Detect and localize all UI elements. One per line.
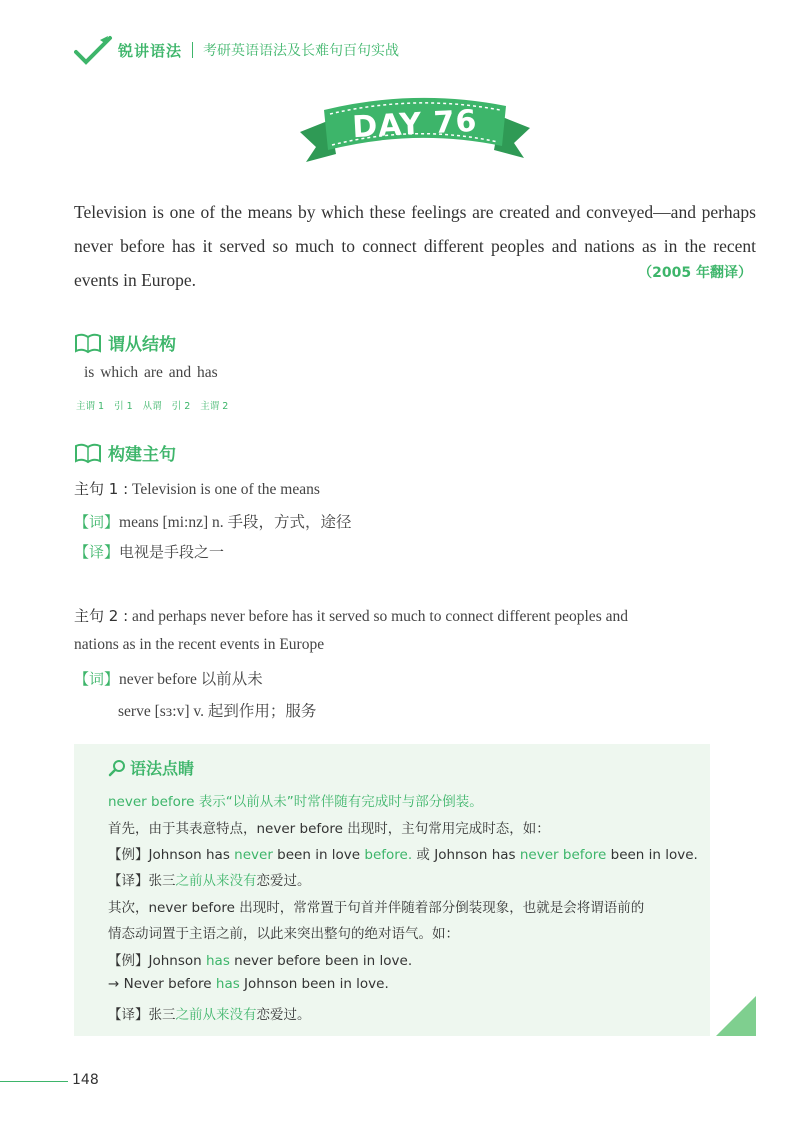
section-title: 谓从结构: [108, 335, 176, 355]
vocab-line: [74, 510, 352, 532]
sentence-source: （2005 年翻译）: [638, 265, 752, 281]
grammar-example: [108, 843, 698, 863]
day-ribbon: [300, 92, 530, 162]
page-number: 148: [72, 1072, 99, 1088]
open-book-icon: [74, 332, 102, 354]
grammar-line: never before 表示“以前从未”时常伴随有完成时与部分倒装。: [108, 794, 483, 810]
vocab-text: means [mi:nz] n. 手段，方式，途径: [119, 514, 352, 531]
translation-label: 【译】: [74, 543, 120, 561]
open-book-icon: [74, 442, 102, 464]
highlight-span: has: [215, 976, 240, 992]
text-span: Johnson been in love.: [239, 976, 389, 992]
grammar-title: 语法点睛: [130, 759, 195, 778]
vocab-text: serve [sɜ:v] v. 起到作用；服务: [118, 703, 317, 720]
structure-label: 引 1: [114, 401, 133, 412]
text-span: never before been in love.: [229, 953, 413, 969]
page-header: [74, 30, 399, 70]
main-clause-2: [74, 605, 628, 626]
text-span: 恋爱过。: [256, 873, 311, 889]
highlight-span: never: [234, 847, 273, 863]
translation-line: [74, 541, 224, 562]
text-span: 或 Johnson has: [412, 847, 520, 863]
vocab-label: 【词】: [74, 513, 120, 531]
brand-name: 锐讲语法: [118, 41, 183, 60]
main-clause-label: 主句 1 :: [74, 480, 129, 498]
text-span: been in love.: [606, 847, 698, 863]
section-build-header: [74, 440, 176, 465]
target-sentence: Television is one of the means by which these feelings are created and conveyed—and perhaps never before has it served so much to connect different peoples and nations as in the recent events in Europe.: [74, 202, 756, 290]
book-title: 考研英语语法及长难句百句实战: [203, 43, 400, 59]
highlight-span: 之前从来没有: [175, 873, 257, 889]
text-span: 恋爱过。: [256, 1007, 311, 1023]
header-divider: [192, 42, 193, 58]
main-clause-text: nations as in the recent events in Europe: [74, 636, 325, 653]
structure-label: 主谓 2: [200, 401, 229, 412]
footer-rule: [0, 1081, 68, 1082]
text-span: been in love: [272, 847, 365, 863]
translation-text: 电视是手段之一: [119, 543, 225, 561]
highlight-span: never before: [519, 847, 607, 863]
vocab-label: 【词】: [74, 670, 120, 688]
grammar-line: 首先，由于其表意特点，never before 出现时，主句常用完成时态，如：: [108, 821, 550, 837]
text-span: 【例】Johnson: [108, 953, 206, 969]
grammar-example: [108, 976, 389, 992]
section-structure-header: [74, 330, 176, 355]
section-title: 构建主句: [108, 445, 176, 465]
grammar-translation: [108, 1003, 311, 1023]
grammar-header: [108, 756, 194, 779]
main-clause-label: 主句 2 :: [74, 607, 129, 625]
structure-verbs: is which are and has: [84, 364, 218, 381]
grammar-example: [108, 949, 412, 969]
text-span: → Never before: [108, 976, 216, 992]
main-clause-2-cont: [74, 636, 324, 654]
main-clause-text: and perhaps never before has it served so much to connect different peoples and: [128, 608, 628, 625]
structure-label: 从谓: [142, 401, 162, 412]
day-label: DAY 76: [351, 103, 479, 145]
grammar-box: [74, 744, 710, 1036]
structure-label: 主谓 1: [76, 401, 105, 412]
text-span: 【译】张三: [108, 1007, 176, 1023]
highlight-span: has: [206, 953, 230, 969]
grammar-translation: [108, 869, 311, 889]
main-clause-text: Television is one of the means: [128, 481, 320, 498]
vocab-text: never before 以前从未: [119, 671, 263, 688]
highlight-span: before.: [364, 847, 413, 863]
magnifier-icon: [108, 759, 126, 777]
corner-fold-icon: [716, 996, 756, 1036]
main-clause-1: [74, 478, 320, 499]
pencil-check-logo-icon: [74, 34, 114, 66]
text-span: 【例】Johnson has: [108, 847, 235, 863]
highlight-span: 之前从来没有: [175, 1007, 257, 1023]
vocab-line: [74, 667, 263, 689]
grammar-line: 情态动词置于主语之前，以此来突出整句的绝对语气。如：: [108, 926, 459, 942]
structure-labels: [76, 398, 238, 412]
vocab-line: [118, 699, 316, 721]
text-span: 【译】张三: [108, 873, 176, 889]
grammar-line: 其次，never before 出现时，常常置于句首并伴随着部分倒装现象，也就是会将谓语前的: [108, 900, 645, 916]
structure-label: 引 2: [171, 401, 191, 412]
